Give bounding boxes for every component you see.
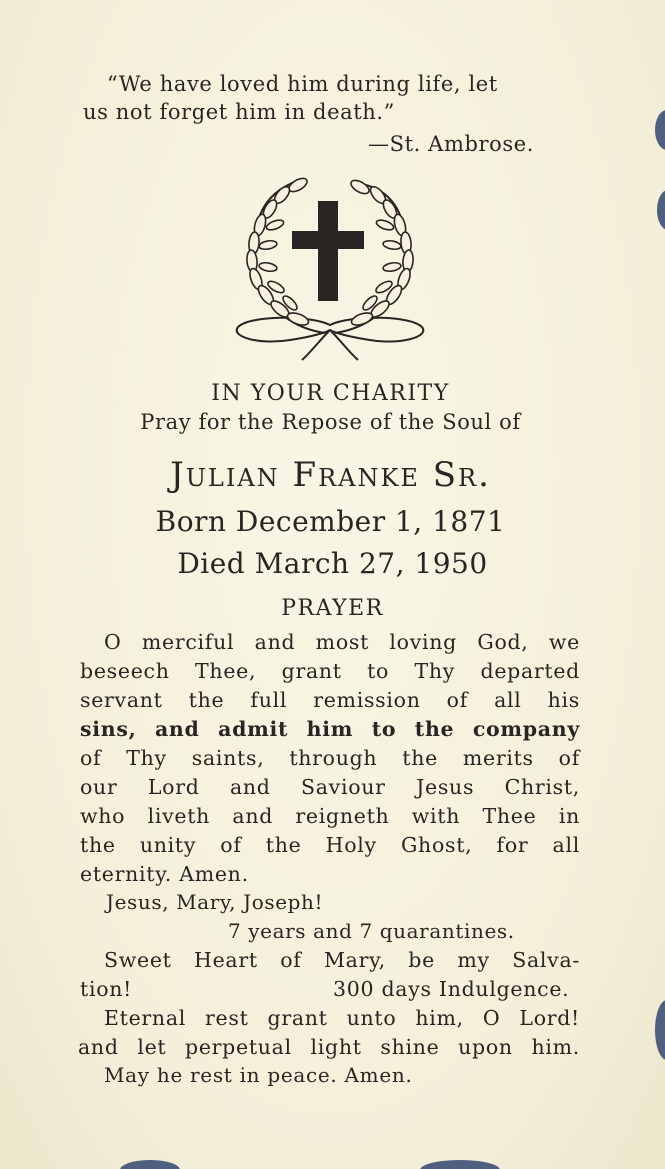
prayer-line-7: who liveth and reigneth with Thee in (80, 804, 580, 828)
quote-line-2: us not forget him in death.” (83, 100, 396, 124)
eternal-rest-line-2: and let perpetual light shine upon him. (78, 1035, 580, 1059)
quote-attribution: —St. Ambrose. (368, 132, 535, 156)
charity-subheading: Pray for the Repose of the Soul of (140, 410, 521, 434)
ejaculation-sweet-heart-line-2: tion! (80, 977, 133, 1001)
quote-line-1: “We have loved him during life, let (107, 72, 498, 96)
prayer-line-2: beseech Thee, grant to Thy departed (80, 659, 580, 683)
prayer-heading: PRAYER (281, 596, 384, 621)
prayer-line-8: the unity of the Holy Ghost, for all (80, 833, 580, 857)
prayer-line-5: of Thy saints, through the merits of (80, 746, 580, 770)
indulgence-300-days: 300 days Indulgence. (333, 977, 570, 1001)
edge-scallop-right-2 (657, 190, 665, 230)
cross-wreath-icon (230, 175, 430, 365)
edge-scallop-bottom-1 (120, 1160, 180, 1169)
charity-heading: IN YOUR CHARITY (211, 381, 450, 406)
prayer-line-3: servant the full remission of all his (80, 688, 580, 712)
prayer-line-4: sins, and admit him to the company (80, 717, 580, 741)
prayer-line-6: our Lord and Saviour Jesus Christ, (80, 775, 580, 799)
deceased-name: Julian Franke Sr. (170, 455, 491, 495)
edge-scallop-right-1 (655, 110, 665, 150)
indulgence-7-years: 7 years and 7 quarantines. (228, 919, 515, 943)
prayer-line-1: O merciful and most loving God, we (104, 630, 580, 654)
death-date: Died March 27, 1950 (177, 547, 488, 580)
edge-scallop-bottom-2 (420, 1160, 500, 1169)
ejaculation-sweet-heart-line-1: Sweet Heart of Mary, be my Salva- (104, 948, 580, 972)
prayer-last-line: eternity. Amen. (80, 862, 249, 886)
edge-scallop-right-3 (655, 1000, 665, 1060)
ejaculation-jesus-mary-joseph: Jesus, Mary, Joseph! (106, 890, 324, 914)
closing-line: May he rest in peace. Amen. (104, 1063, 413, 1087)
birth-date: Born December 1, 1871 (155, 505, 506, 538)
eternal-rest-line-1: Eternal rest grant unto him, O Lord! (104, 1006, 580, 1030)
